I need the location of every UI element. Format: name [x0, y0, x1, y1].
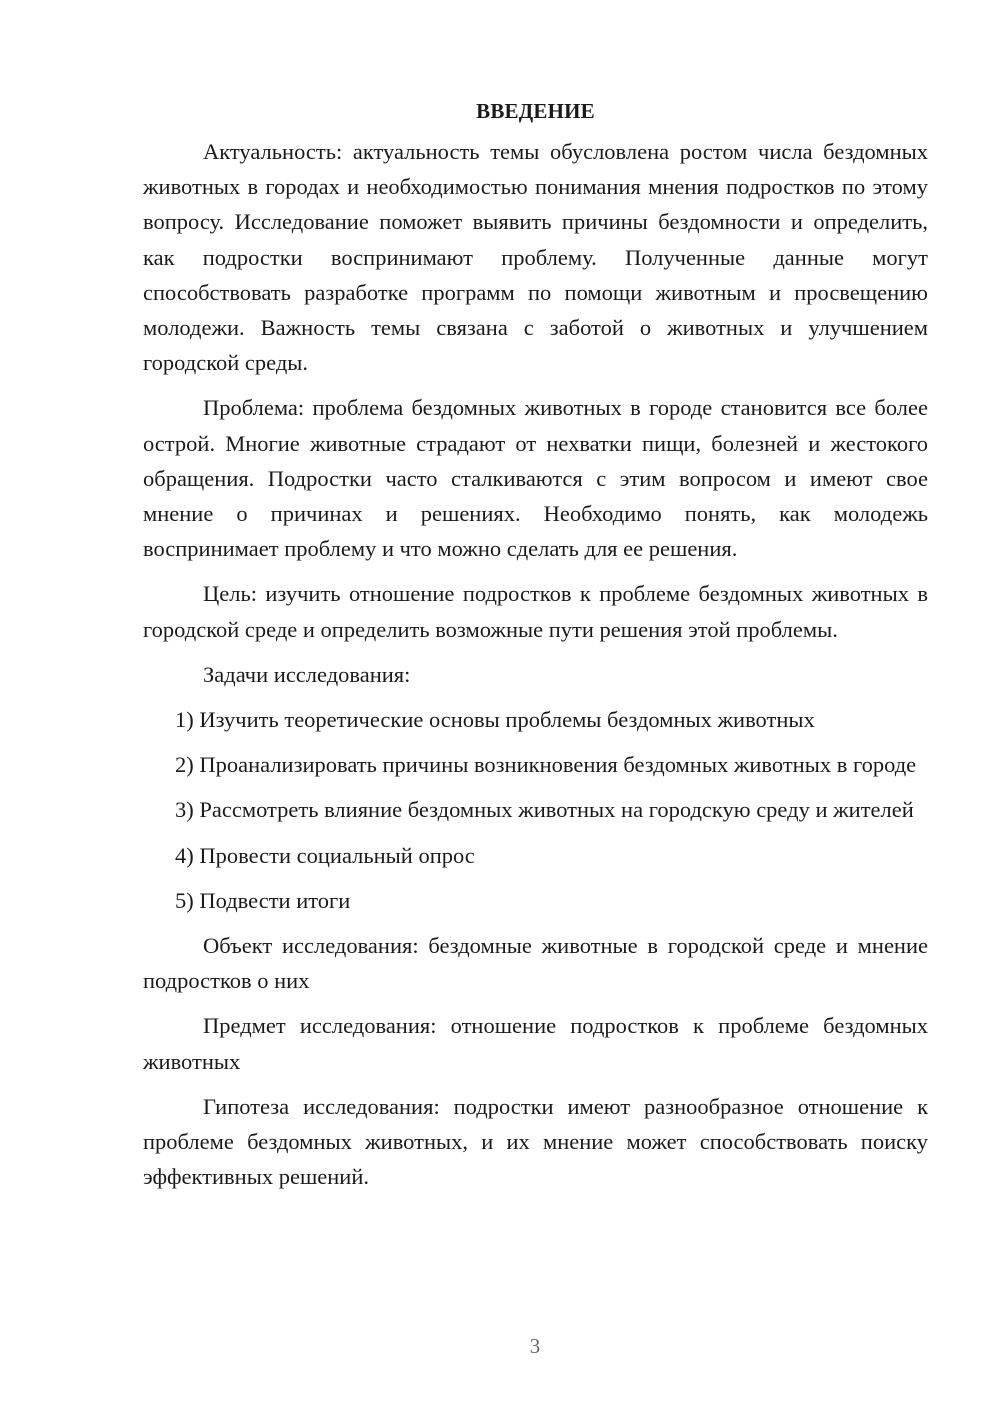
page-number: 3 [529, 1334, 541, 1358]
task-item: 1) Изучить теоретические основы проблемы бездомных животных [175, 707, 815, 733]
goal-paragraph: Цель: изучить отношение подростков к проблеме бездомных животных в городской среде и определить возможные пути решения этой проблемы. [143, 581, 928, 642]
task-item: 2) Проанализировать причины возникновения бездомных животных в городе [175, 752, 917, 778]
task-item: 3) Рассмотреть влияние бездомных животных на городскую среду и жителей [175, 797, 914, 823]
problem-paragraph: Проблема: проблема бездомных животных в городе становится все более острой. Многие животные страдают от нехватки пищи, болезней и жестокого обращения. Подростки часто сталкиваются с этим вопросом и имеют свое мнение о причинах и решениях. Необходимо понять, как молодежь воспринимает проблему и что можно сделать для ее решения. [143, 395, 928, 562]
tasks-heading: Задачи исследования: [203, 661, 411, 687]
document-page [143, 96, 928, 1204]
task-item: 4) Провести социальный опрос [175, 842, 475, 868]
subject-paragraph: Предмет исследования: отношение подростков к проблеме бездомных животных [143, 1013, 928, 1074]
section-title: ВВЕДЕНИЕ [476, 99, 595, 123]
relevance-paragraph: Актуальность: актуальность темы обусловлена ростом числа бездомных животных в городах и необходимостью понимания мнения подростков по этому вопросу. Исследование поможет выявить причины бездомности и определить, как подростки воспринимают проблему. Полученные данные могут способствовать разработке программ по помощи животным и просвещению молодежи. Важность темы связана с заботой о животных и улучшением городской среды. [143, 139, 928, 376]
object-paragraph: Объект исследования: бездомные животные в городской среде и мнение подростков о них [143, 933, 928, 994]
hypothesis-paragraph: Гипотеза исследования: подростки имеют разнообразное отношение к проблеме бездомных животных, и их мнение может способствовать поиску эффективных решений. [143, 1093, 928, 1190]
task-item: 5) Подвести итоги [175, 887, 351, 913]
